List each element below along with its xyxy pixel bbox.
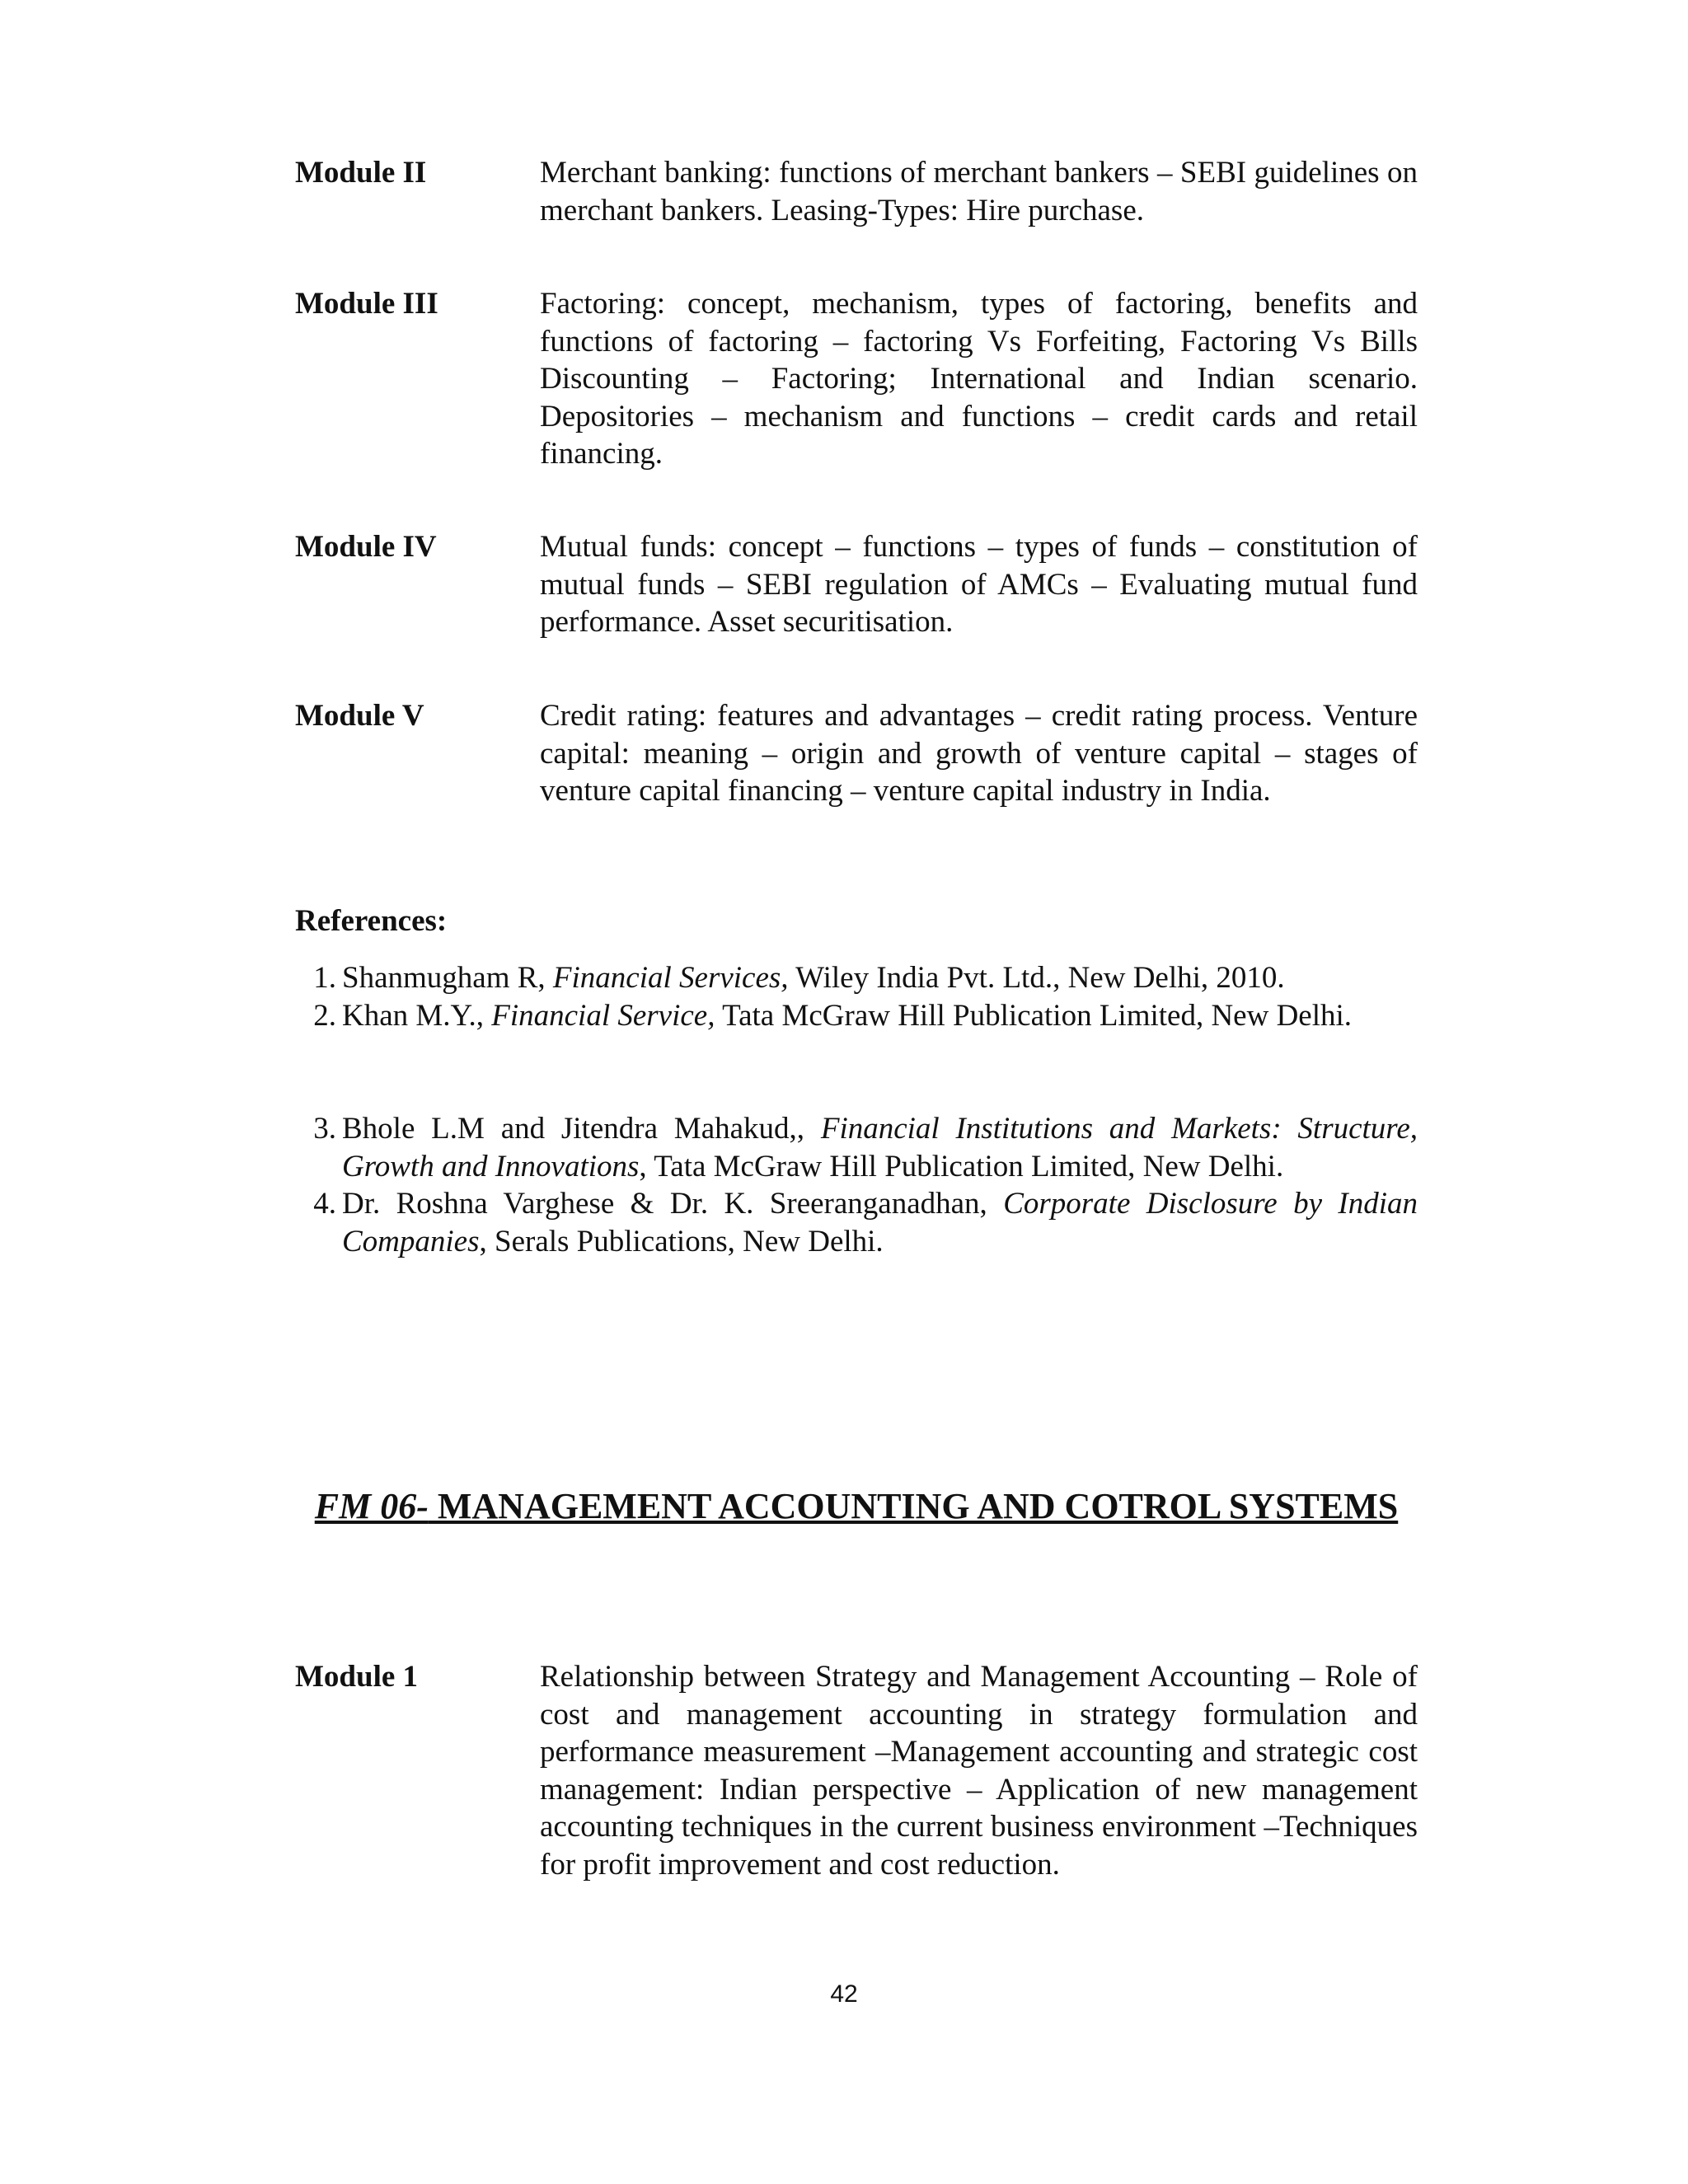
reference-number: 4. bbox=[313, 1187, 336, 1221]
reference-text: Shanmugham R, Financial Services, Wiley India Pvt. Ltd., New Delhi, 2010. bbox=[342, 961, 1285, 995]
course-code: FM 06- bbox=[314, 1486, 429, 1526]
reference-title: Financial Institutions and Markets: Structure, Growth and Innovations bbox=[342, 1112, 1418, 1183]
reference-number: 3. bbox=[313, 1112, 336, 1146]
reference-number: 1. bbox=[313, 961, 336, 995]
module-description: Credit rating: features and advantages – credit rating process. Venture capital: meaning – origin and growth of venture capital – stages of venture capital financing – venture capital industry in India. bbox=[540, 699, 1418, 808]
module-description: Merchant banking: functions of merchant bankers – SEBI guidelines on merchant bankers. Leasing-Types: Hire purchase. bbox=[540, 156, 1418, 227]
course-name: MANAGEMENT ACCOUNTING AND COTROL SYSTEMS bbox=[428, 1486, 1399, 1526]
reference-title: Corporate Disclosure by Indian Companies bbox=[342, 1187, 1418, 1258]
module-label: Module II bbox=[295, 156, 427, 190]
reference-title: Financial Services, bbox=[552, 961, 789, 995]
module-description: Mutual funds: concept – functions – types of funds – constitution of mutual funds – SEBI regulation of AMCs – Evaluating mutual fund performance. Asset securitisation. bbox=[540, 530, 1418, 639]
module-label: Module V bbox=[295, 699, 424, 733]
module-description: Factoring: concept, mechanism, types of factoring, benefits and functions of factoring – factoring Vs Forfeiting, Factoring Vs Bills Discounting – Factoring; International and Indian scenario. Depositories – mechanism and functions – credit cards and retail financing. bbox=[540, 287, 1418, 471]
course-title bbox=[295, 1483, 1418, 1529]
page-number: 42 bbox=[830, 1980, 858, 2008]
module-label: Module 1 bbox=[295, 1660, 419, 1694]
references-heading: References: bbox=[295, 904, 448, 938]
module-label: Module IV bbox=[295, 530, 437, 564]
reference-text: Khan M.Y., Financial Service, Tata McGraw Hill Publication Limited, New Delhi. bbox=[342, 999, 1353, 1033]
reference-text: Dr. Roshna Varghese & Dr. K. Sreeranganadhan, Corporate Disclosure by Indian Companies, Serals Publications, New Delhi. bbox=[342, 1187, 1418, 1258]
module-label: Module III bbox=[295, 287, 438, 321]
module-description: Relationship between Strategy and Management Accounting – Role of cost and management accounting in strategy formulation and performance measurement –Management accounting and strategic cost management: Indian perspective – Application of new management accounting techniques in the current business environment –Techniques for profit improvement and cost reduction. bbox=[540, 1660, 1418, 1882]
reference-number: 2. bbox=[313, 999, 336, 1033]
reference-text: Bhole L.M and Jitendra Mahakud,, Financial Institutions and Markets: Structure, Growth and Innovations, Tata McGraw Hill Publication Limited, New Delhi. bbox=[342, 1112, 1418, 1183]
reference-title: Financial Service, bbox=[491, 999, 715, 1033]
